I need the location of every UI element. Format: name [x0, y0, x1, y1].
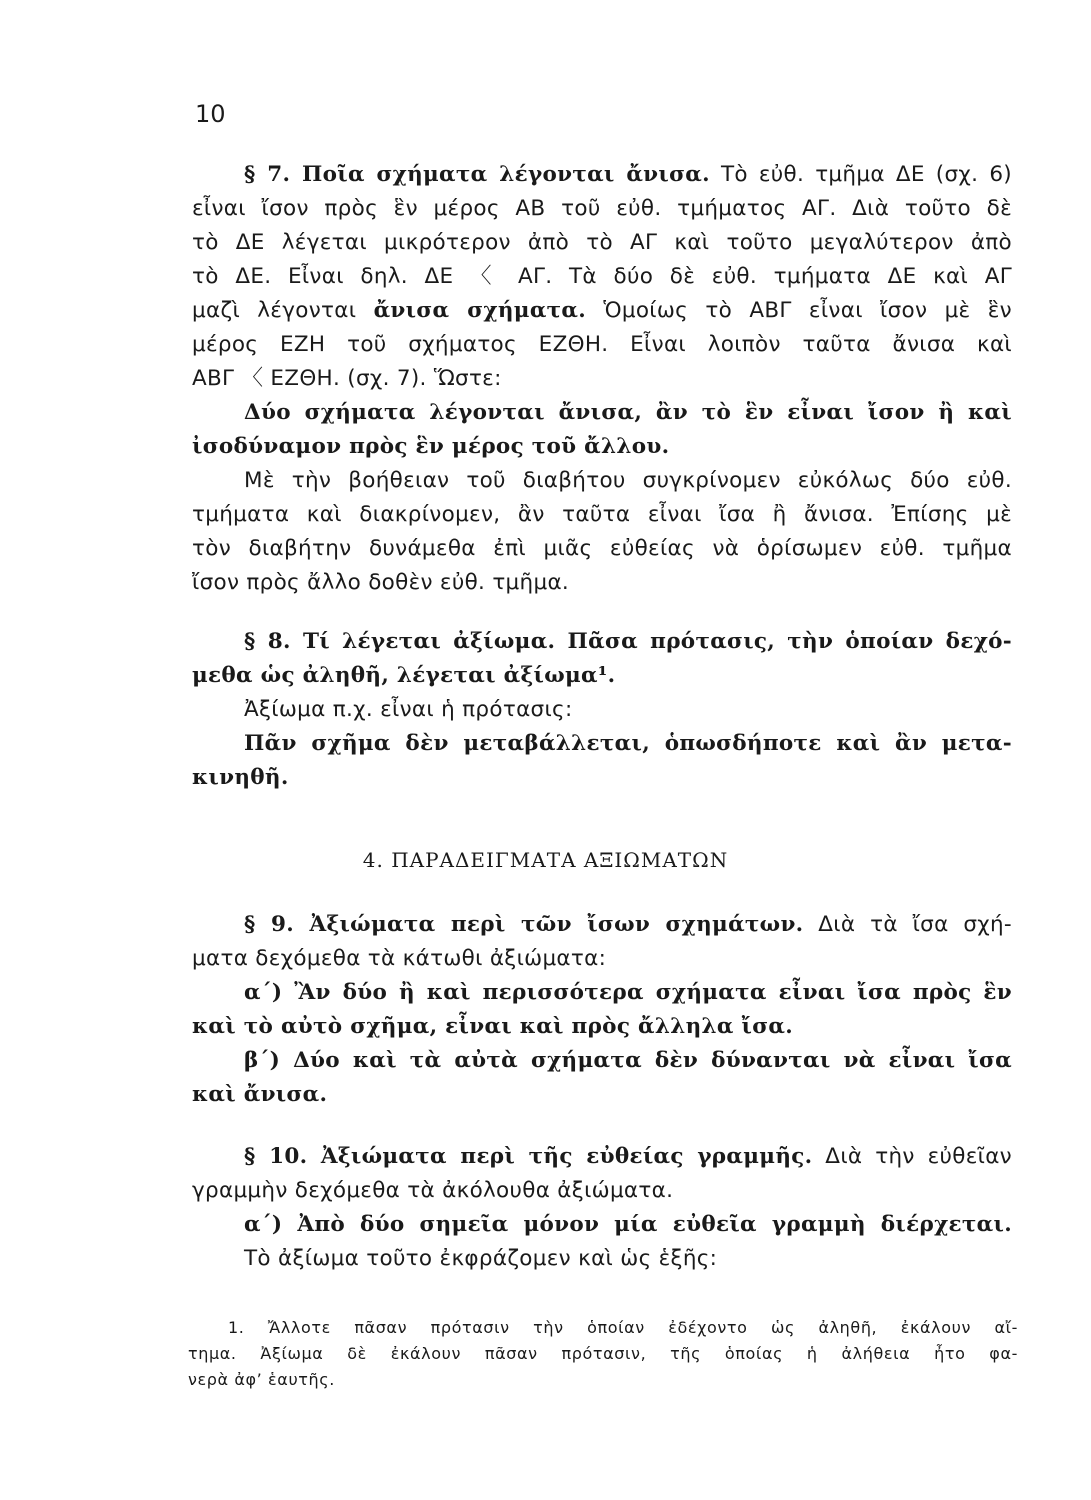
- axiom-b-line-1: β΄) Δύο καὶ τὰ αὐτὰ σχήματα δὲν δύνανται νὰ εἶναι ἴσα: [244, 1048, 1012, 1073]
- line-axiom: α΄) Ἀπὸ δύο σημεῖα μόνον μία εὐθεῖα γραμμὴ διέρχεται.: [244, 1212, 1012, 1237]
- section-8: [192, 625, 1012, 795]
- section-7: [192, 158, 1012, 600]
- footnote: [188, 1315, 1018, 1393]
- section-7-line-4: τὸ ΔΕ. Εἶναι δηλ. ΔΕ 〈 ΑΓ. Τὰ δύο δὲ εὐθ. τμήματα ΔΕ καὶ ΑΓ: [192, 264, 1012, 289]
- section-7-line-1: § 7. Ποῖα σχήματα λέγονται ἄνισα. Τὸ εὐθ. τμῆμα ΔΕ (σχ. 6): [244, 162, 1012, 187]
- section-9-line-1: § 9. Ἀξιώματα περὶ τῶν ἴσων σχημάτων. Διὰ τὰ ἴσα σχή-: [244, 912, 1012, 937]
- compass-line-3: τὸν διαβήτην δυνάμεθα ἐπὶ μιᾶς εὐθείας νὰ ὁρίσωμεν εὐθ. τμῆμα: [192, 536, 1012, 561]
- section-7-line-6: μέρος ΕΖΗ τοῦ σχήματος ΕΖΘΗ. Εἶναι λοιπὸν ταῦτα ἄνισα καὶ: [192, 332, 1012, 357]
- compass-line-2: τμήματα καὶ διακρίνομεν, ἂν ταῦτα εἶναι ἴσα ἢ ἄνισα. Ἐπίσης μὲ: [192, 502, 1012, 527]
- definition-line-2: ἰσοδύναμον πρὸς ἓν μέρος τοῦ ἄλλου.: [192, 434, 670, 459]
- section-8-line-2: μεθα ὡς ἀληθῆ, λέγεται ἀξίωμα¹.: [192, 663, 616, 688]
- section-8-line-5: κινηθῆ.: [192, 765, 289, 790]
- axiom-b-line-2: καὶ ἄνισα.: [192, 1082, 328, 1107]
- definition-line-1: Δύο σχήματα λέγονται ἄνισα, ἂν τὸ ἓν εἶναι ἴσον ἢ καὶ: [244, 400, 1012, 425]
- section-8-line-3: Ἀξίωμα π.χ. εἶναι ἡ πρότασις:: [244, 697, 573, 722]
- section-9-line-2: ματα δεχόμεθα τὰ κάτωθι ἀξιώματα:: [192, 946, 607, 971]
- footnote-line-3: νερὰ ἀφ’ ἑαυτῆς.: [188, 1370, 335, 1389]
- section-10-line-2: γραμμὴν δεχόμεθα τὰ ἀκόλουθα ἀξιώματα.: [192, 1178, 674, 1203]
- footnote-line-1: 1. Ἄλλοτε πᾶσαν πρότασιν τὴν ὁποίαν ἐδέχοντο ὡς ἀληθῆ, ἐκάλουν αἴ-: [228, 1318, 1018, 1337]
- page-number: 10: [195, 100, 226, 128]
- axiom-a-line-2: καὶ τὸ αὐτὸ σχῆμα, εἶναι καὶ πρὸς ἄλληλα ἴσα.: [192, 1014, 794, 1039]
- section-7-line-3: τὸ ΔΕ λέγεται μικρότερον ἀπὸ τὸ ΑΓ καὶ τοῦτο μεγαλύτερον ἀπὸ: [192, 230, 1012, 255]
- section-9: [192, 908, 1012, 1112]
- section-10-line-1: § 10. Ἀξιώματα περὶ τῆς εὐθείας γραμμῆς. Διὰ τὴν εὐθεῖαν: [244, 1144, 1012, 1169]
- section-7-title: § 7. Ποῖα σχήματα λέγονται ἄνισα.: [244, 162, 710, 187]
- section-7-line-5: μαζὶ λέγονται ἄνισα σχήματα. Ὁμοίως τὸ ΑΒΓ εἶναι ἴσον μὲ ἓν: [192, 298, 1012, 323]
- compass-line-4: ἴσον πρὸς ἄλλο δοθὲν εὐθ. τμῆμα.: [192, 570, 570, 595]
- axiom-a-line-1: α΄) Ἂν δύο ἢ καὶ περισσότερα σχήματα εἶναι ἴσα πρὸς ἓν: [244, 980, 1012, 1005]
- footnote-line-2: τημα. Ἀξίωμα δὲ ἐκάλουν πᾶσαν πρότασιν, τῆς ὁποίας ἡ ἀλήθεια ἦτο φα-: [188, 1344, 1018, 1363]
- section-10: [192, 1140, 1012, 1276]
- section-8-line-4: Πᾶν σχῆμα δὲν μεταβάλλεται, ὁπωσδήποτε καὶ ἂν μετα-: [244, 731, 1012, 756]
- section-8-line-1: § 8. Τί λέγεται ἀξίωμα. Πᾶσα πρότασις, τὴν ὁποίαν δεχό-: [244, 629, 1012, 654]
- section-7-line-2: εἶναι ἴσον πρὸς ἓν μέρος ΑΒ τοῦ εὐθ. τμήματος ΑΓ. Διὰ τοῦτο δὲ: [192, 196, 1012, 221]
- section-10-line-4: Τὸ ἀξίωμα τοῦτο ἐκφράζομεν καὶ ὡς ἑξῆς:: [244, 1246, 718, 1271]
- compass-line-1: Μὲ τὴν βοήθειαν τοῦ διαβήτου συγκρίνομεν εὐκόλως δύο εὐθ.: [244, 468, 1012, 493]
- chapter-heading: 4. ΠΑΡΑΔΕΙΓΜΑΤΑ ΑΞΙΩΜΑΤΩΝ: [362, 848, 729, 872]
- section-7-line-7: ΑΒΓ 〈 ΕΖΘΗ. (σχ. 7). Ὥστε:: [192, 366, 502, 391]
